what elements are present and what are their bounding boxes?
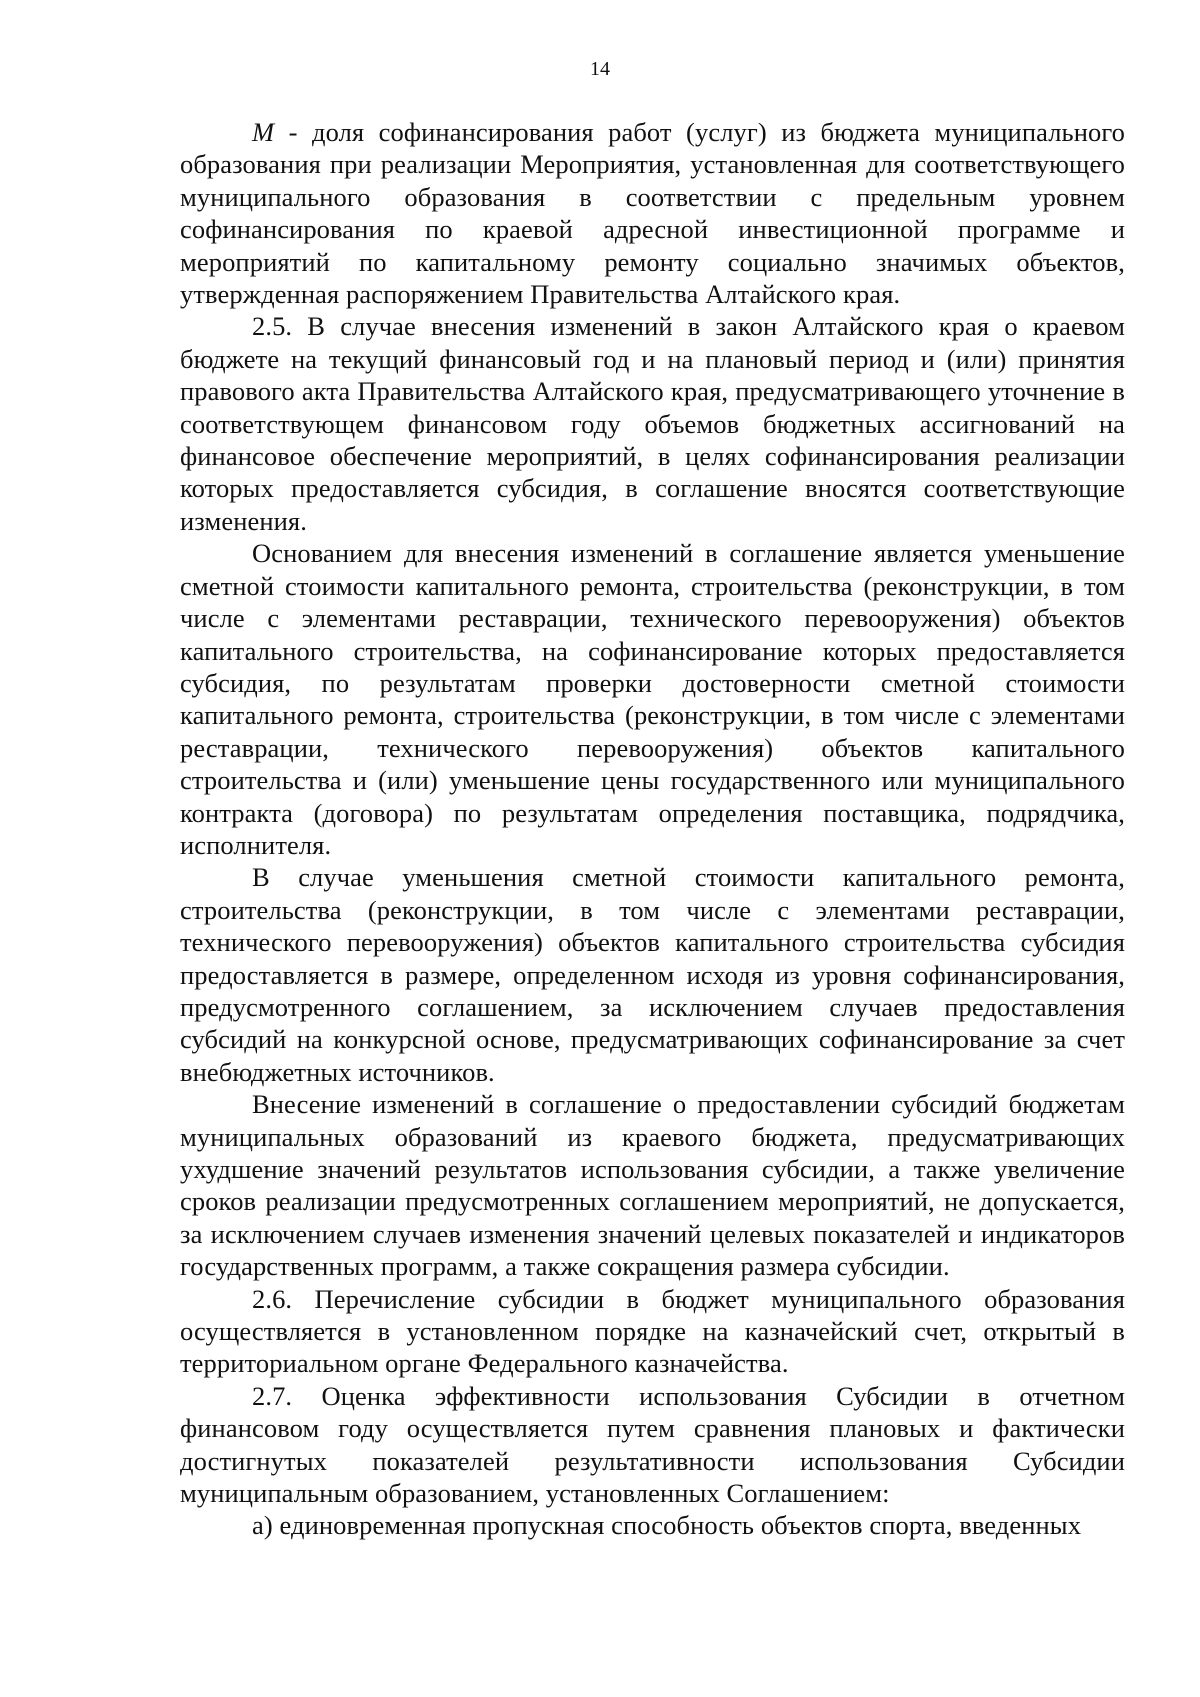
paragraph-grounds-for-changes: Основанием для внесения изменений в соглашение является уменьшение сметной стоимости капитального ремонта, строительства (реконструкции, в том числе с элементами реставрации, технического перевооружения) объектов капитального строительства, на софинансирование которых предоставляется субсидия, по результатам проверки достоверности сметной стоимости капитального ремонта, строительства (реконструкции, в том числе с элементами реставрации, технического перевооружения) объектов капитального строительства и (или) уменьшение цены государственного или муниципального контракта (договора) по результатам определения поставщика, подрядчика, исполнителя.: [180, 538, 1125, 860]
paragraph-agreement-changes: Внесение изменений в соглашение о предоставлении субсидий бюджетам муниципальных образований из краевого бюджета, предусматривающих ухудшение значений результатов использования субсидии, а также увеличение сроков реализации предусмотренных соглашением мероприятий, не допускается, за исключением случаев изменения значений целевых показателей и индикаторов государственных программ, а также сокращения размера субсидии.: [180, 1089, 1125, 1282]
variable-m: М: [252, 117, 275, 147]
paragraph-item-a: а) единовременная пропускная способность объектов спорта, введенных: [252, 1510, 1082, 1541]
paragraph-2-7: 2.7. Оценка эффективности использования Субсидии в отчетном финансовом году осуществляется путем сравнения плановых и фактически достигнутых показателей результативности использования Субсидии муниципальным образованием, установленных Соглашением:: [180, 1380, 1125, 1509]
paragraph-cost-reduction: В случае уменьшения сметной стоимости капитального ремонта, строительства (реконструкции, в том числе с элементами реставрации, технического перевооружения) объектов капитального строительства субсидия предоставляется в размере, определенном исходя из уровня софинансирования, предусмотренного соглашением, за исключением случаев предоставления субсидий на конкурсной основе, предусматривающих софинансирование за счет внебюджетных источников.: [180, 862, 1125, 1087]
page-number: 14: [590, 58, 610, 80]
paragraph-m-definition-text: - доля софинансирования работ (услуг) из бюджета муниципального образования при реализации Мероприятия, установленная для соответствующего муниципального образования в соответствии с предельным уровнем софинансирования по краевой адресной инвестиционной программе и мероприятий по капитальному ремонту социально значимых объектов, утвержденная распоряжением Правительства Алтайского края.: [180, 117, 1125, 310]
paragraph-2-5: 2.5. В случае внесения изменений в закон Алтайского края о краевом бюджете на текущий финансовый год и на плановый период и (или) принятия правового акта Правительства Алтайского края, предусматривающего уточнение в соответствующем финансовом году объемов бюджетных ассигнований на финансовое обеспечение мероприятий, в целях софинансирования реализации которых предоставляется субсидия, в соглашение вносятся соответствующие изменения.: [180, 311, 1125, 536]
paragraph-2-6: 2.6. Перечисление субсидии в бюджет муниципального образования осуществляется в установленном порядке на казначейский счет, открытый в территориальном органе Федерального казначейства.: [180, 1283, 1125, 1379]
paragraph-m-definition: [180, 116, 1125, 310]
document-body: [180, 116, 1125, 1542]
